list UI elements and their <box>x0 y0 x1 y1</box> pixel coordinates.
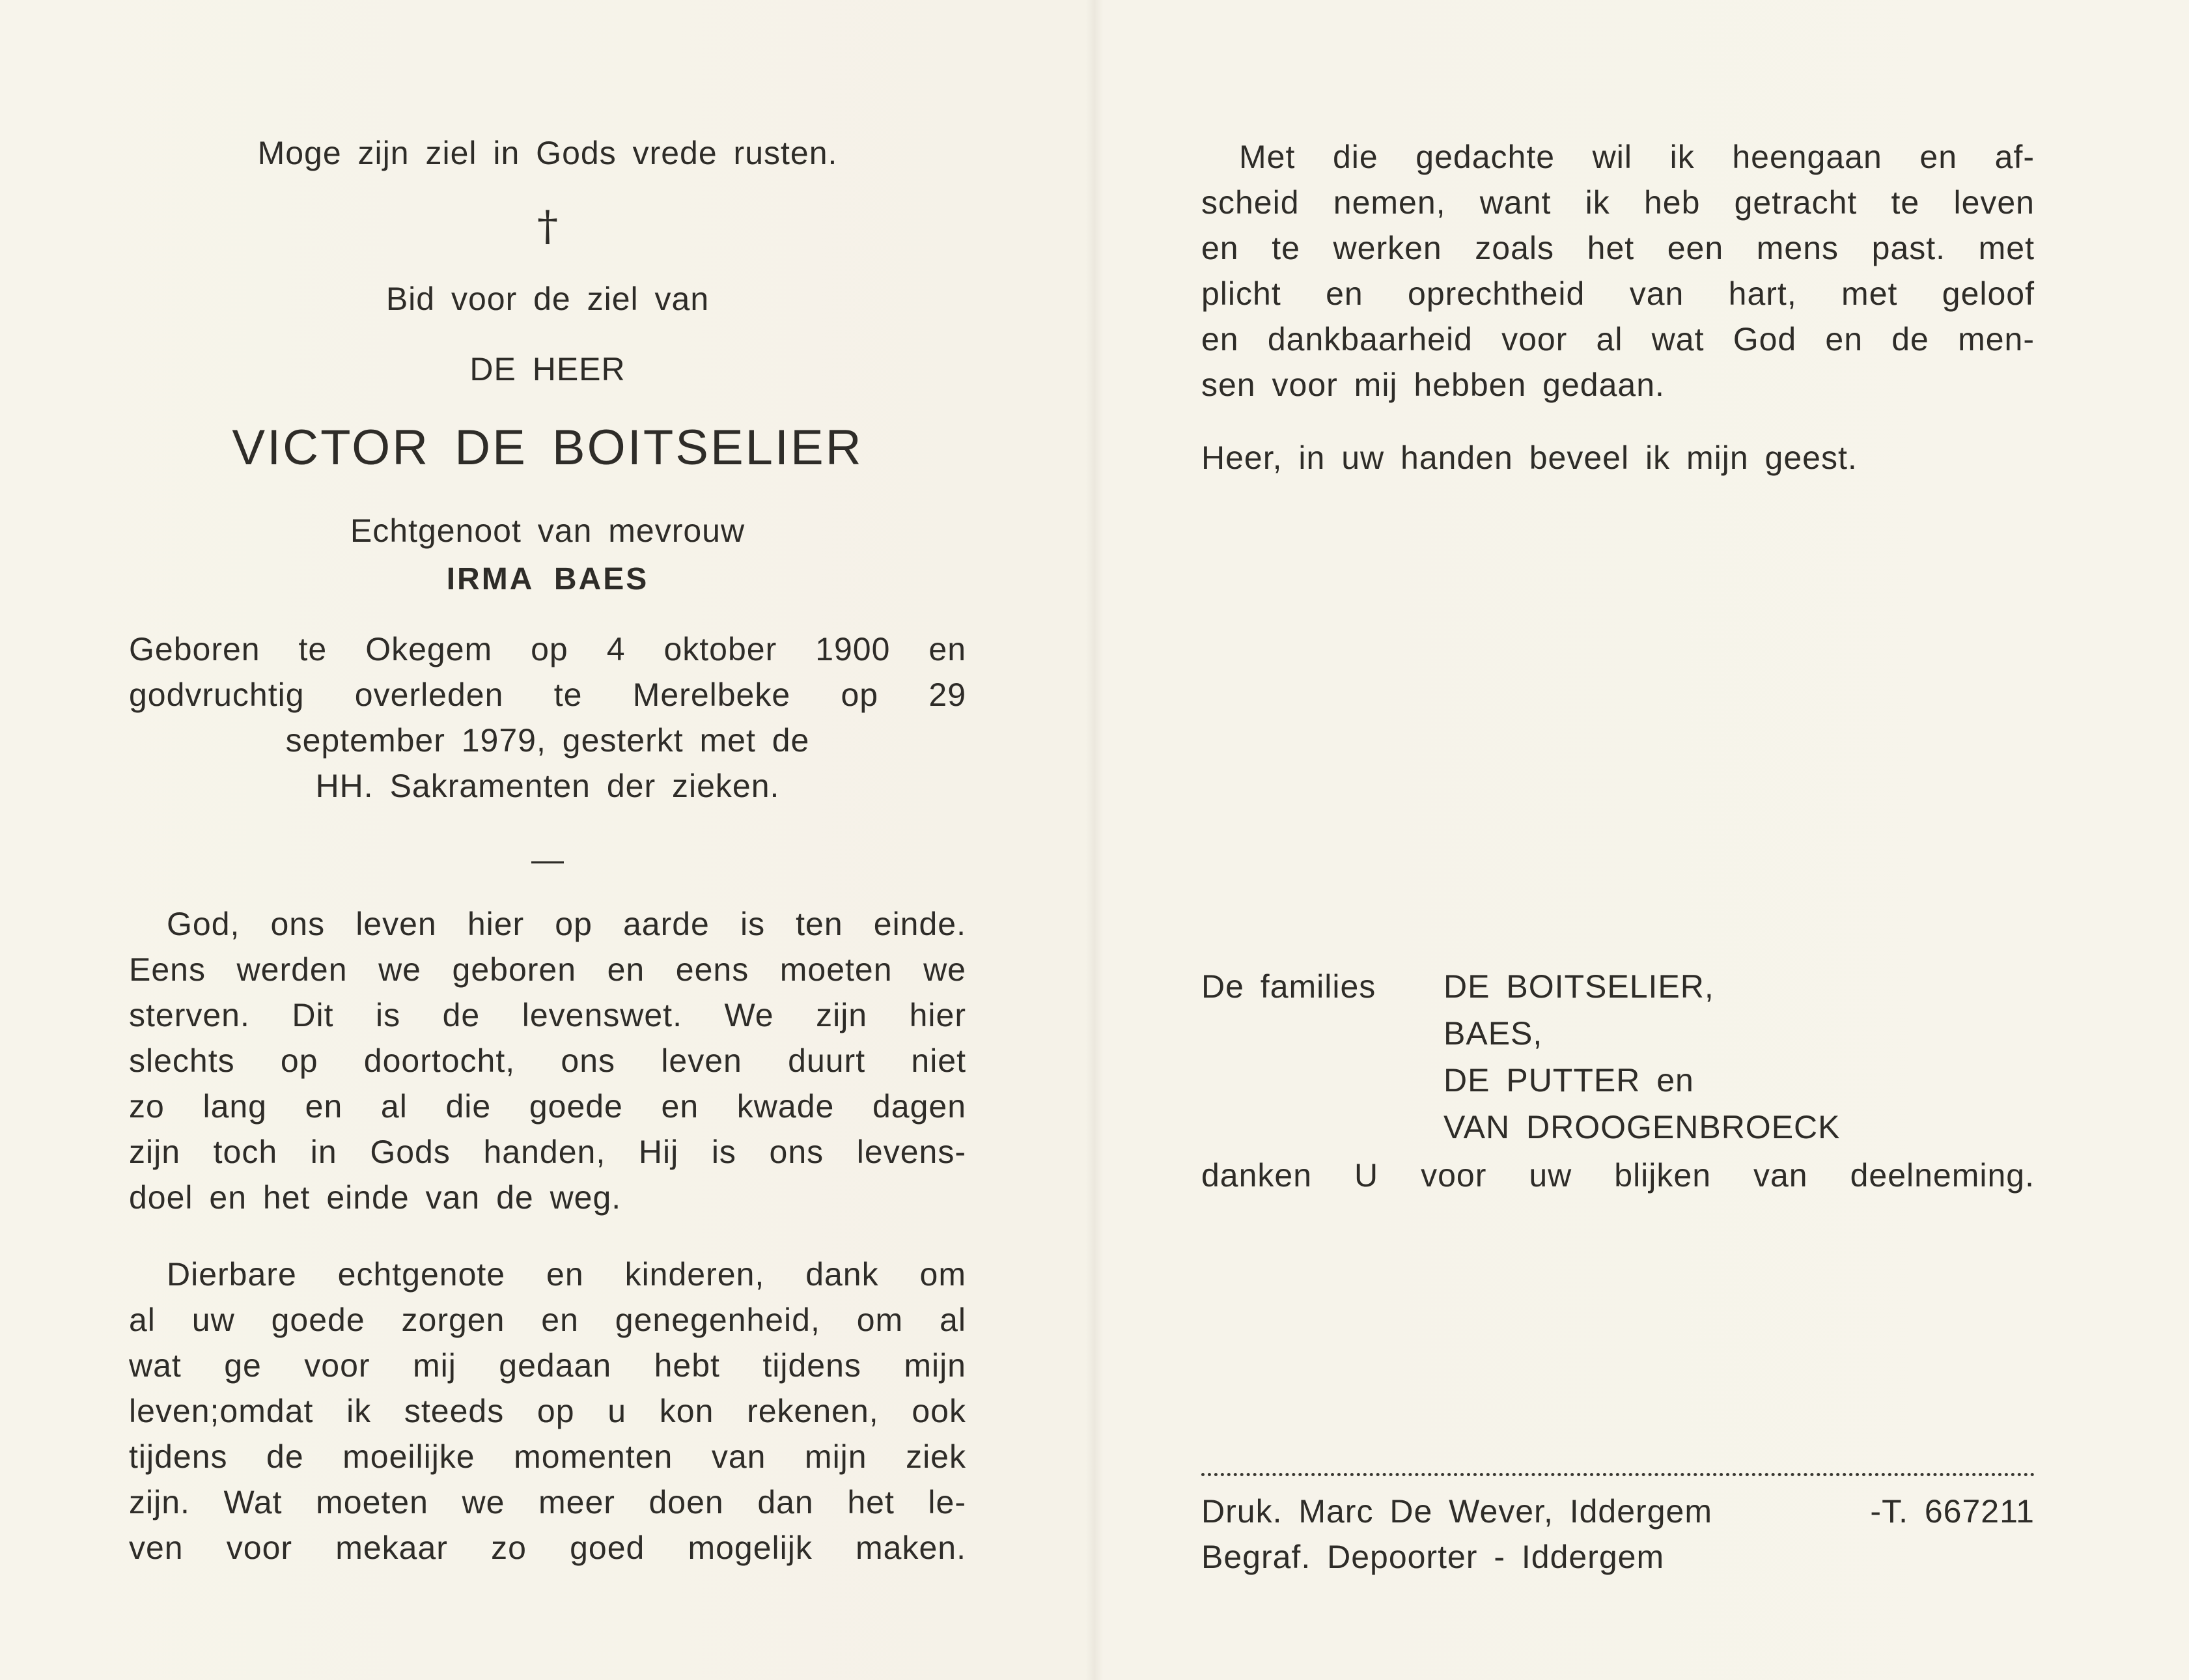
spouse-intro: Echtgenoot van mevrouw <box>350 512 746 549</box>
paragraph-line: al uw goede zorgen en genegenheid, om al <box>129 1302 966 1338</box>
left-page <box>129 0 966 1680</box>
honorific-title: DE HEER <box>469 351 626 387</box>
paragraph-line: leven;omdat ik steeds op u kon rekenen, ook <box>129 1393 966 1429</box>
printer-credit: Druk. Marc De Wever, Iddergem <box>1201 1493 1712 1530</box>
paragraph-line: scheid nemen, want ik heb getracht te leven <box>1201 184 2035 221</box>
paragraph-line: en te werken zoals het een mens past. met <box>1201 230 2035 266</box>
paragraph-line: en dankbaarheid voor al wat God en de men- <box>1201 321 2035 357</box>
undertaker-credit: Begraf. Depoorter - Iddergem <box>1201 1539 1665 1575</box>
paragraph-line: tijdens de moeilijke momenten van mijn ziek <box>129 1438 966 1475</box>
paragraph-line: Eens werden we geboren en eens moeten we <box>129 951 966 988</box>
paragraph-line: slechts op doortocht, ons leven duurt niet <box>129 1043 966 1079</box>
paragraph-line: sen voor mij hebben gedaan. <box>1201 367 1665 403</box>
paragraph-line: zijn toch in Gods handen, Hij is ons levens- <box>129 1134 966 1170</box>
deceased-name: VICTOR DE BOITSELIER <box>232 420 863 475</box>
dotted-divider <box>1201 1473 2035 1476</box>
paragraph-line: wat ge voor mij gedaan hebt tijdens mijn <box>129 1347 966 1384</box>
birth-line: september 1979, gesterkt met de <box>285 722 810 759</box>
families-label: De families <box>1201 968 1376 1005</box>
birth-line: HH. Sakramenten der zieken. <box>315 768 780 804</box>
family-name: VAN DROOGENBROECK <box>1443 1109 1841 1145</box>
cross-icon: † <box>537 203 558 251</box>
paragraph-line: sterven. Dit is de levenswet. We zijn hier <box>129 997 966 1033</box>
family-name: BAES, <box>1443 1015 1543 1052</box>
separator-dash: — <box>531 841 564 878</box>
family-name: DE PUTTER en <box>1443 1062 1694 1099</box>
paragraph-line: ven voor mekaar zo goed mogelijk maken. <box>129 1530 966 1566</box>
family-name: DE BOITSELIER, <box>1443 968 1714 1005</box>
paragraph-line: plicht en oprechtheid van hart, met geloof <box>1201 275 2035 312</box>
opening-line: Moge zijn ziel in Gods vrede rusten. <box>257 135 838 171</box>
spouse-name: IRMA BAES <box>446 562 649 596</box>
thanks-line: danken U voor uw blijken van deelneming. <box>1201 1157 2035 1194</box>
paragraph-line: Met die gedachte wil ik heengaan en af- <box>1239 139 2035 175</box>
paragraph-line: zo lang en al die goede en kwade dagen <box>129 1088 966 1125</box>
right-page <box>1201 0 2035 1680</box>
printer-row <box>1201 1489 2035 1534</box>
prayer-line: Bid voor de ziel van <box>385 281 710 317</box>
birth-line: Geboren te Okegem op 4 oktober 1900 en <box>129 631 966 667</box>
birth-line: godvruchtig overleden te Merelbeke op 29 <box>129 677 966 713</box>
paragraph-line: Dierbare echtgenote en kinderen, dank om <box>167 1256 966 1293</box>
paragraph-line: zijn. Wat moeten we meer doen dan het le- <box>129 1484 966 1520</box>
paragraph-line: God, ons leven hier op aarde is ten einde. <box>167 906 966 942</box>
printer-phone: -T. 667211 <box>1870 1493 2035 1530</box>
paragraph-line: doel en het einde van de weg. <box>129 1179 622 1216</box>
closing-prayer: Heer, in uw handen beveel ik mijn geest. <box>1201 440 1858 476</box>
